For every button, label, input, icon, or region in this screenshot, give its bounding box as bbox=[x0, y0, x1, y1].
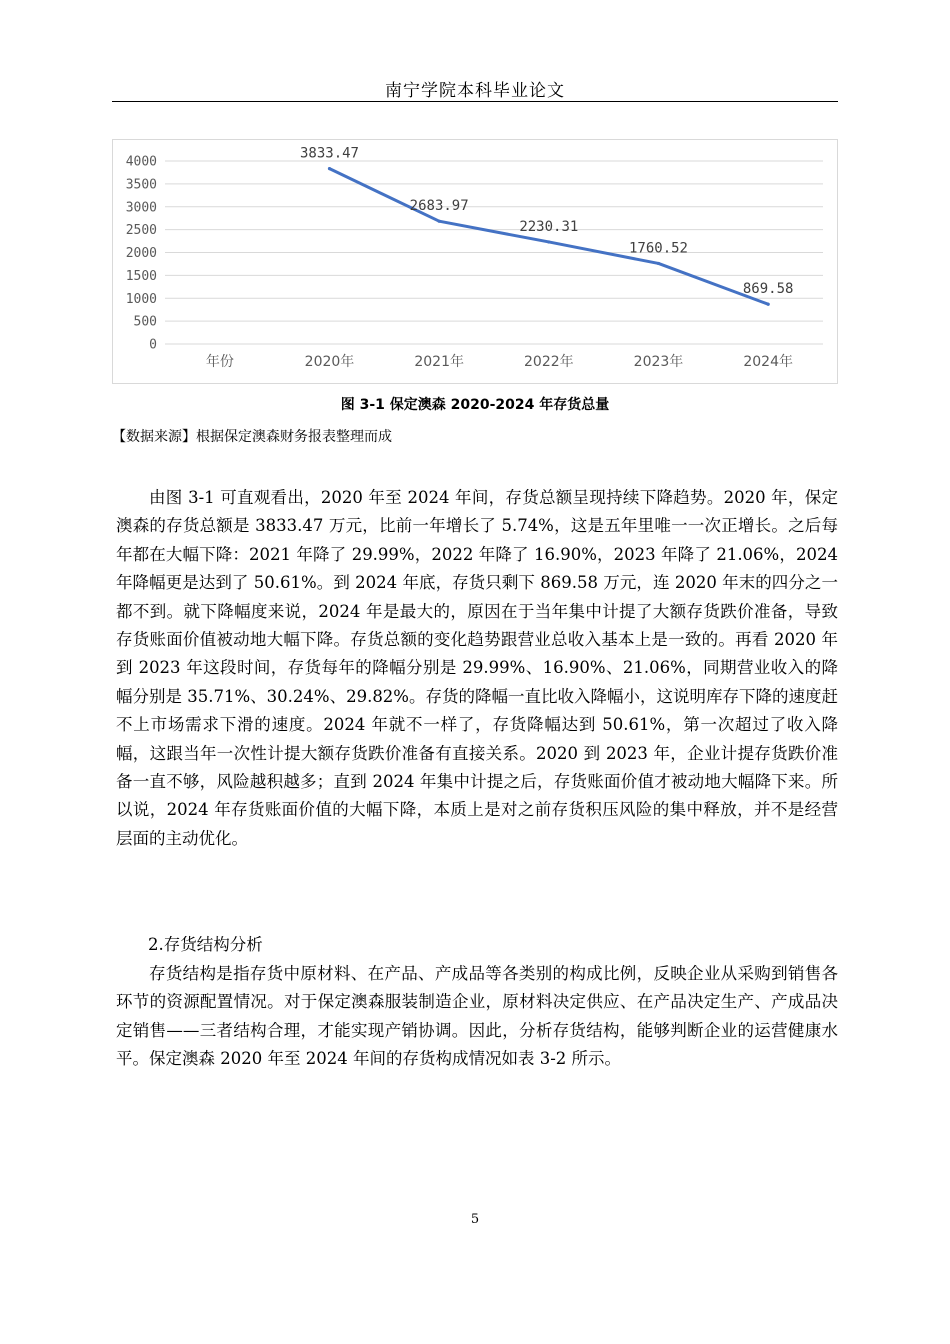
y-tick-label: 0 bbox=[149, 337, 157, 353]
figure-caption: 图 3-1 保定澳森 2020-2024 年存货总量 bbox=[340, 397, 610, 413]
body-paragraph-1: 由图 3-1 可直观看出，2020 年至 2024 年间，存货总额呈现持续下降趋势。2020 年，保定澳森的存货总额是 3833.47 万元，比前一年增长了 5.74%，这是五年里唯一一次正增长。之后每年都在大幅下降：2021 年降了 29.99%，2022 年降了 16.90%，2023 年降了 21.06%，2024 年降幅更是达到了 50.61%。到 2024 年底，存货只剩下 869.58 万元，连 2020 年末的四分之一都不到。就下降幅度来说，2024 年是最大的，原因在于当年集中计提了大额存货跌价准备，导致存货账面价值被动地大幅下降。存货总额的变化趋势跟营业总收入基本上是一致的。再看 2020 年到 2023 年这段时间，存货每年的降幅分别是 29.99%、16.90%、21.06%，同期营业收入的降幅分别是 35.71%、30.24%、29.82%。存货的降幅一直比收入降幅小，这说明库存下降的速度赶不上市场需求下滑的速度。2024 年就不一样了，存货降幅达到 50.61%，第一次超过了收入降幅，这跟当年一次性计提大额存货跌价准备有直接关系。2020 到 2023 年，企业计提存货跌价准备一直不够，风险越积越多；直到 2024 年集中计提之后，存货账面价值才被动地大幅降下来。所以说，2024 年存货账面价值的大幅下降，本质上是对之前存货积压风险的集中释放，并不是经营层面的主动优化。 bbox=[116, 488, 838, 848]
y-tick-label: 1000 bbox=[125, 291, 157, 307]
x-tick-label: 年份 bbox=[205, 354, 234, 370]
y-tick-label: 4000 bbox=[125, 154, 157, 170]
data-point bbox=[547, 240, 550, 243]
data-label: 3833.47 bbox=[299, 145, 360, 162]
y-tick-label: 3000 bbox=[125, 200, 157, 216]
series-line bbox=[330, 169, 769, 305]
y-tick-label: 3500 bbox=[125, 177, 157, 193]
body-paragraph-2: 存货结构是指存货中原材料、在产品、产成品等各类别的构成比例，反映企业从采购到销售各环节的资源配置情况。对于保定澳森服装制造企业，原材料决定供应、在产品决定生产、产成品决定销售——三者结构合理，才能实现产销协调。因此，分析存货结构，能够判断企业的运营健康水平。保定澳森 2020 年至 2024 年间的存货构成情况如表 3-2 所示。 bbox=[116, 964, 838, 1069]
y-tick-label: 2000 bbox=[125, 246, 157, 261]
x-tick-label: 2023年 bbox=[633, 354, 684, 370]
x-tick-label: 2020年 bbox=[304, 354, 355, 370]
data-point bbox=[438, 220, 441, 223]
header-rule bbox=[112, 101, 838, 102]
y-tick-label: 2500 bbox=[125, 223, 157, 239]
chart-svg bbox=[113, 140, 837, 383]
x-tick-label: 2024年 bbox=[743, 354, 793, 370]
y-tick-label: 500 bbox=[133, 314, 157, 330]
running-header-title: 南宁学院本科毕业论文 bbox=[385, 81, 565, 101]
data-label: 2230.31 bbox=[519, 218, 579, 235]
data-label: 1760.52 bbox=[628, 240, 689, 257]
data-point bbox=[657, 262, 660, 265]
page-number: 5 bbox=[470, 1212, 480, 1227]
data-point bbox=[328, 167, 331, 170]
data-point bbox=[767, 303, 770, 306]
inventory-line-chart bbox=[112, 139, 838, 384]
x-tick-label: 2022年 bbox=[524, 354, 574, 370]
x-tick-label: 2021年 bbox=[414, 354, 464, 370]
data-label: 2683.97 bbox=[409, 198, 469, 215]
data-label: 869.58 bbox=[742, 281, 794, 298]
y-tick-label: 1500 bbox=[125, 268, 157, 284]
figure-source-note: 【数据来源】根据保定澳森财务报表整理而成 bbox=[112, 429, 392, 445]
section-subheading: 2.存货结构分析 bbox=[148, 935, 263, 954]
